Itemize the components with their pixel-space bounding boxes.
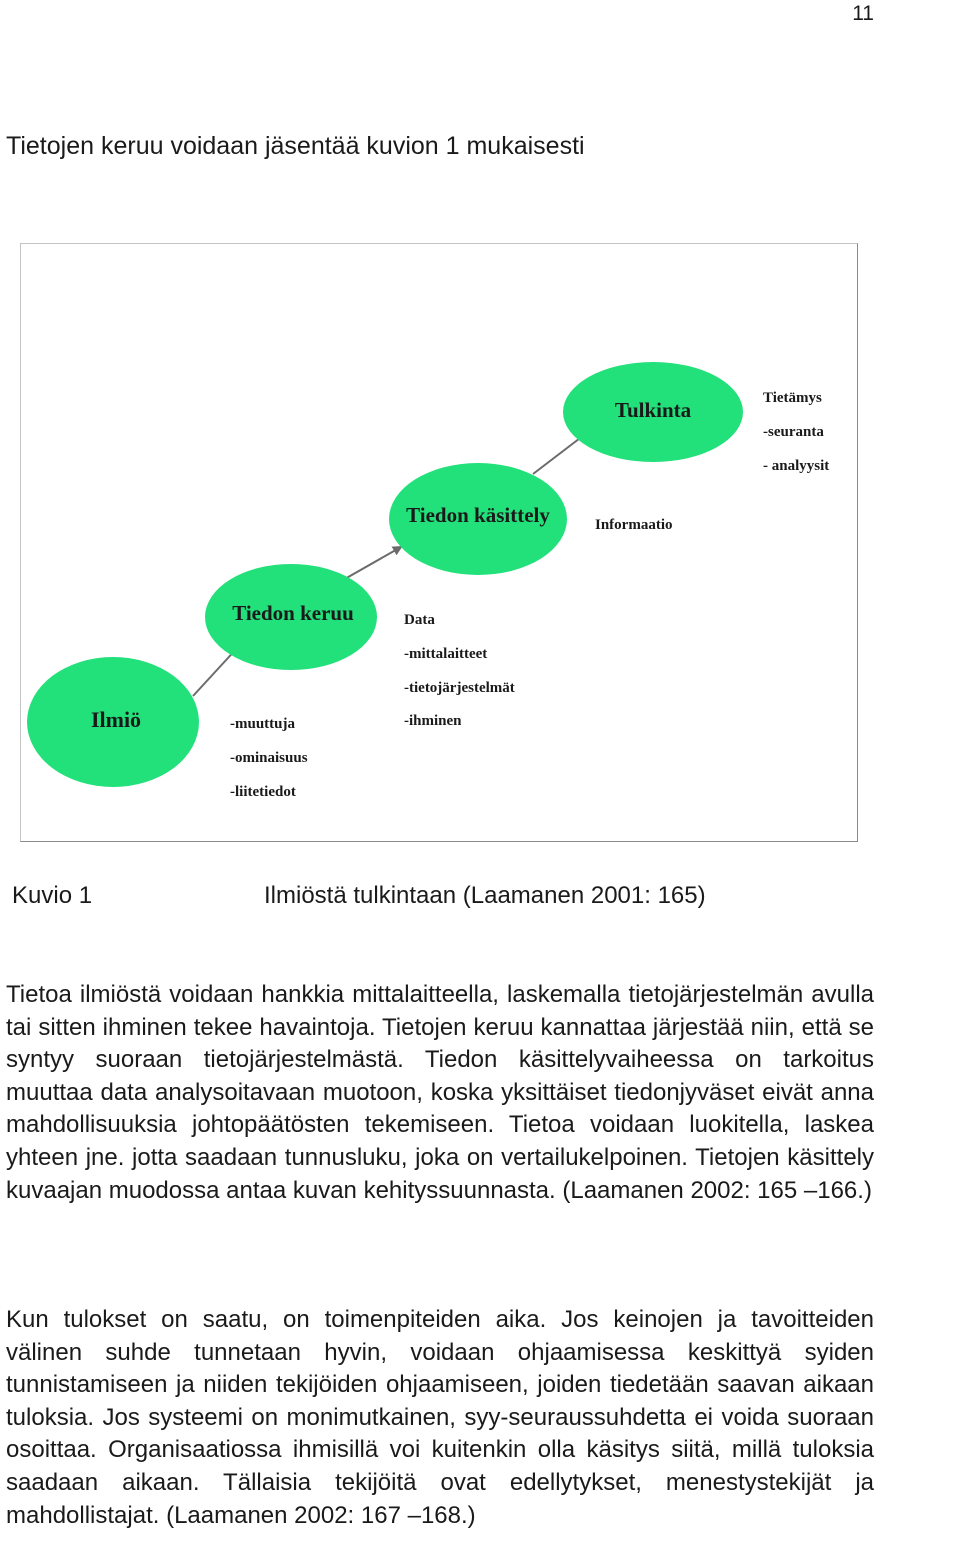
node-tiedon-keruu-label: Tiedon keruu <box>232 600 354 625</box>
caption-title: Ilmiöstä tulkintaan (Laamanen 2001: 165) <box>264 882 706 909</box>
process-diagram <box>21 244 857 841</box>
note-informaatio: Informaatio <box>595 517 673 533</box>
note-mittalaitteet: -mittalaitteet <box>404 646 488 662</box>
figure-diagram <box>20 243 858 842</box>
node-tulkinta-label: Tulkinta <box>614 397 692 422</box>
node-tiedon-kasittely-label: Tiedon käsittely <box>406 502 550 527</box>
note-tietojarjestelmat: -tietojärjestelmät <box>404 680 515 696</box>
note-ominaisuus: -ominaisuus <box>230 750 308 766</box>
note-liitetiedot: -liitetiedot <box>230 784 296 800</box>
paragraph-1: Tietoa ilmiöstä voidaan hankkia mittalaitteella, laskemalla tietojärjestelmän avulla tai sitten ihminen tekee havaintoja. Tietojen keruu kannattaa järjestää niin, että se syntyy suoraan tietojärjestelmästä. Tiedon käsittelyvaiheessa on tarkoitus muuttaa data analysoitavaan muotoon, koska yksittäiset tiedonjyväset eivät anna mahdollisuuksia johtopäätösten tekemiseen. Tietoa voidaan luokitella, laskea yhteen jne. jotta saadaan tunnusluku, joka on vertailukelpoinen. Tietojen käsittely kuvaajan muodossa antaa kuvan kehityssuunnasta. (Laamanen 2002: 165 –166.) <box>6 981 874 1204</box>
arrow-keruu-to-kasittely <box>343 547 401 580</box>
node-ilmio-label: Ilmiö <box>90 707 142 733</box>
note-data-heading: Data <box>404 612 435 628</box>
note-muuttuja: -muuttuja <box>230 716 296 732</box>
note-ihminen: -ihminen <box>404 713 462 729</box>
page-number: 11 <box>852 2 874 25</box>
note-seuranta: -seuranta <box>763 424 824 440</box>
caption-number: Kuvio 1 <box>12 882 93 909</box>
note-analyysit: - analyysit <box>763 458 830 474</box>
note-tietamys-heading: Tietämys <box>763 390 822 406</box>
intro-sentence: Tietojen keruu voidaan jäsentää kuvion 1 mukaisesti <box>6 132 585 160</box>
paragraph-2: Kun tulokset on saatu, on toimenpiteiden aika. Jos keinojen ja tavoitteiden välinen suhde tunnetaan hyvin, voidaan ohjaamisessa keskittyä syiden tunnistamiseen ja niiden tekijöiden ohjaamiseen, joiden tiedetään saavan aikaan tuloksia. Jos systeemi on monimutkainen, syy-seuraussuhdetta ei voida suoraan osoittaa. Organisaatiossa ihmisillä voi kuitenkin olla käsitys siitä, millä tuloksia saadaan aikaan. Tällaisia tekijöitä ovat edellytykset, menestystekijät ja mahdollistajat. (Laamanen 2002: 167 –168.) <box>6 1306 874 1529</box>
